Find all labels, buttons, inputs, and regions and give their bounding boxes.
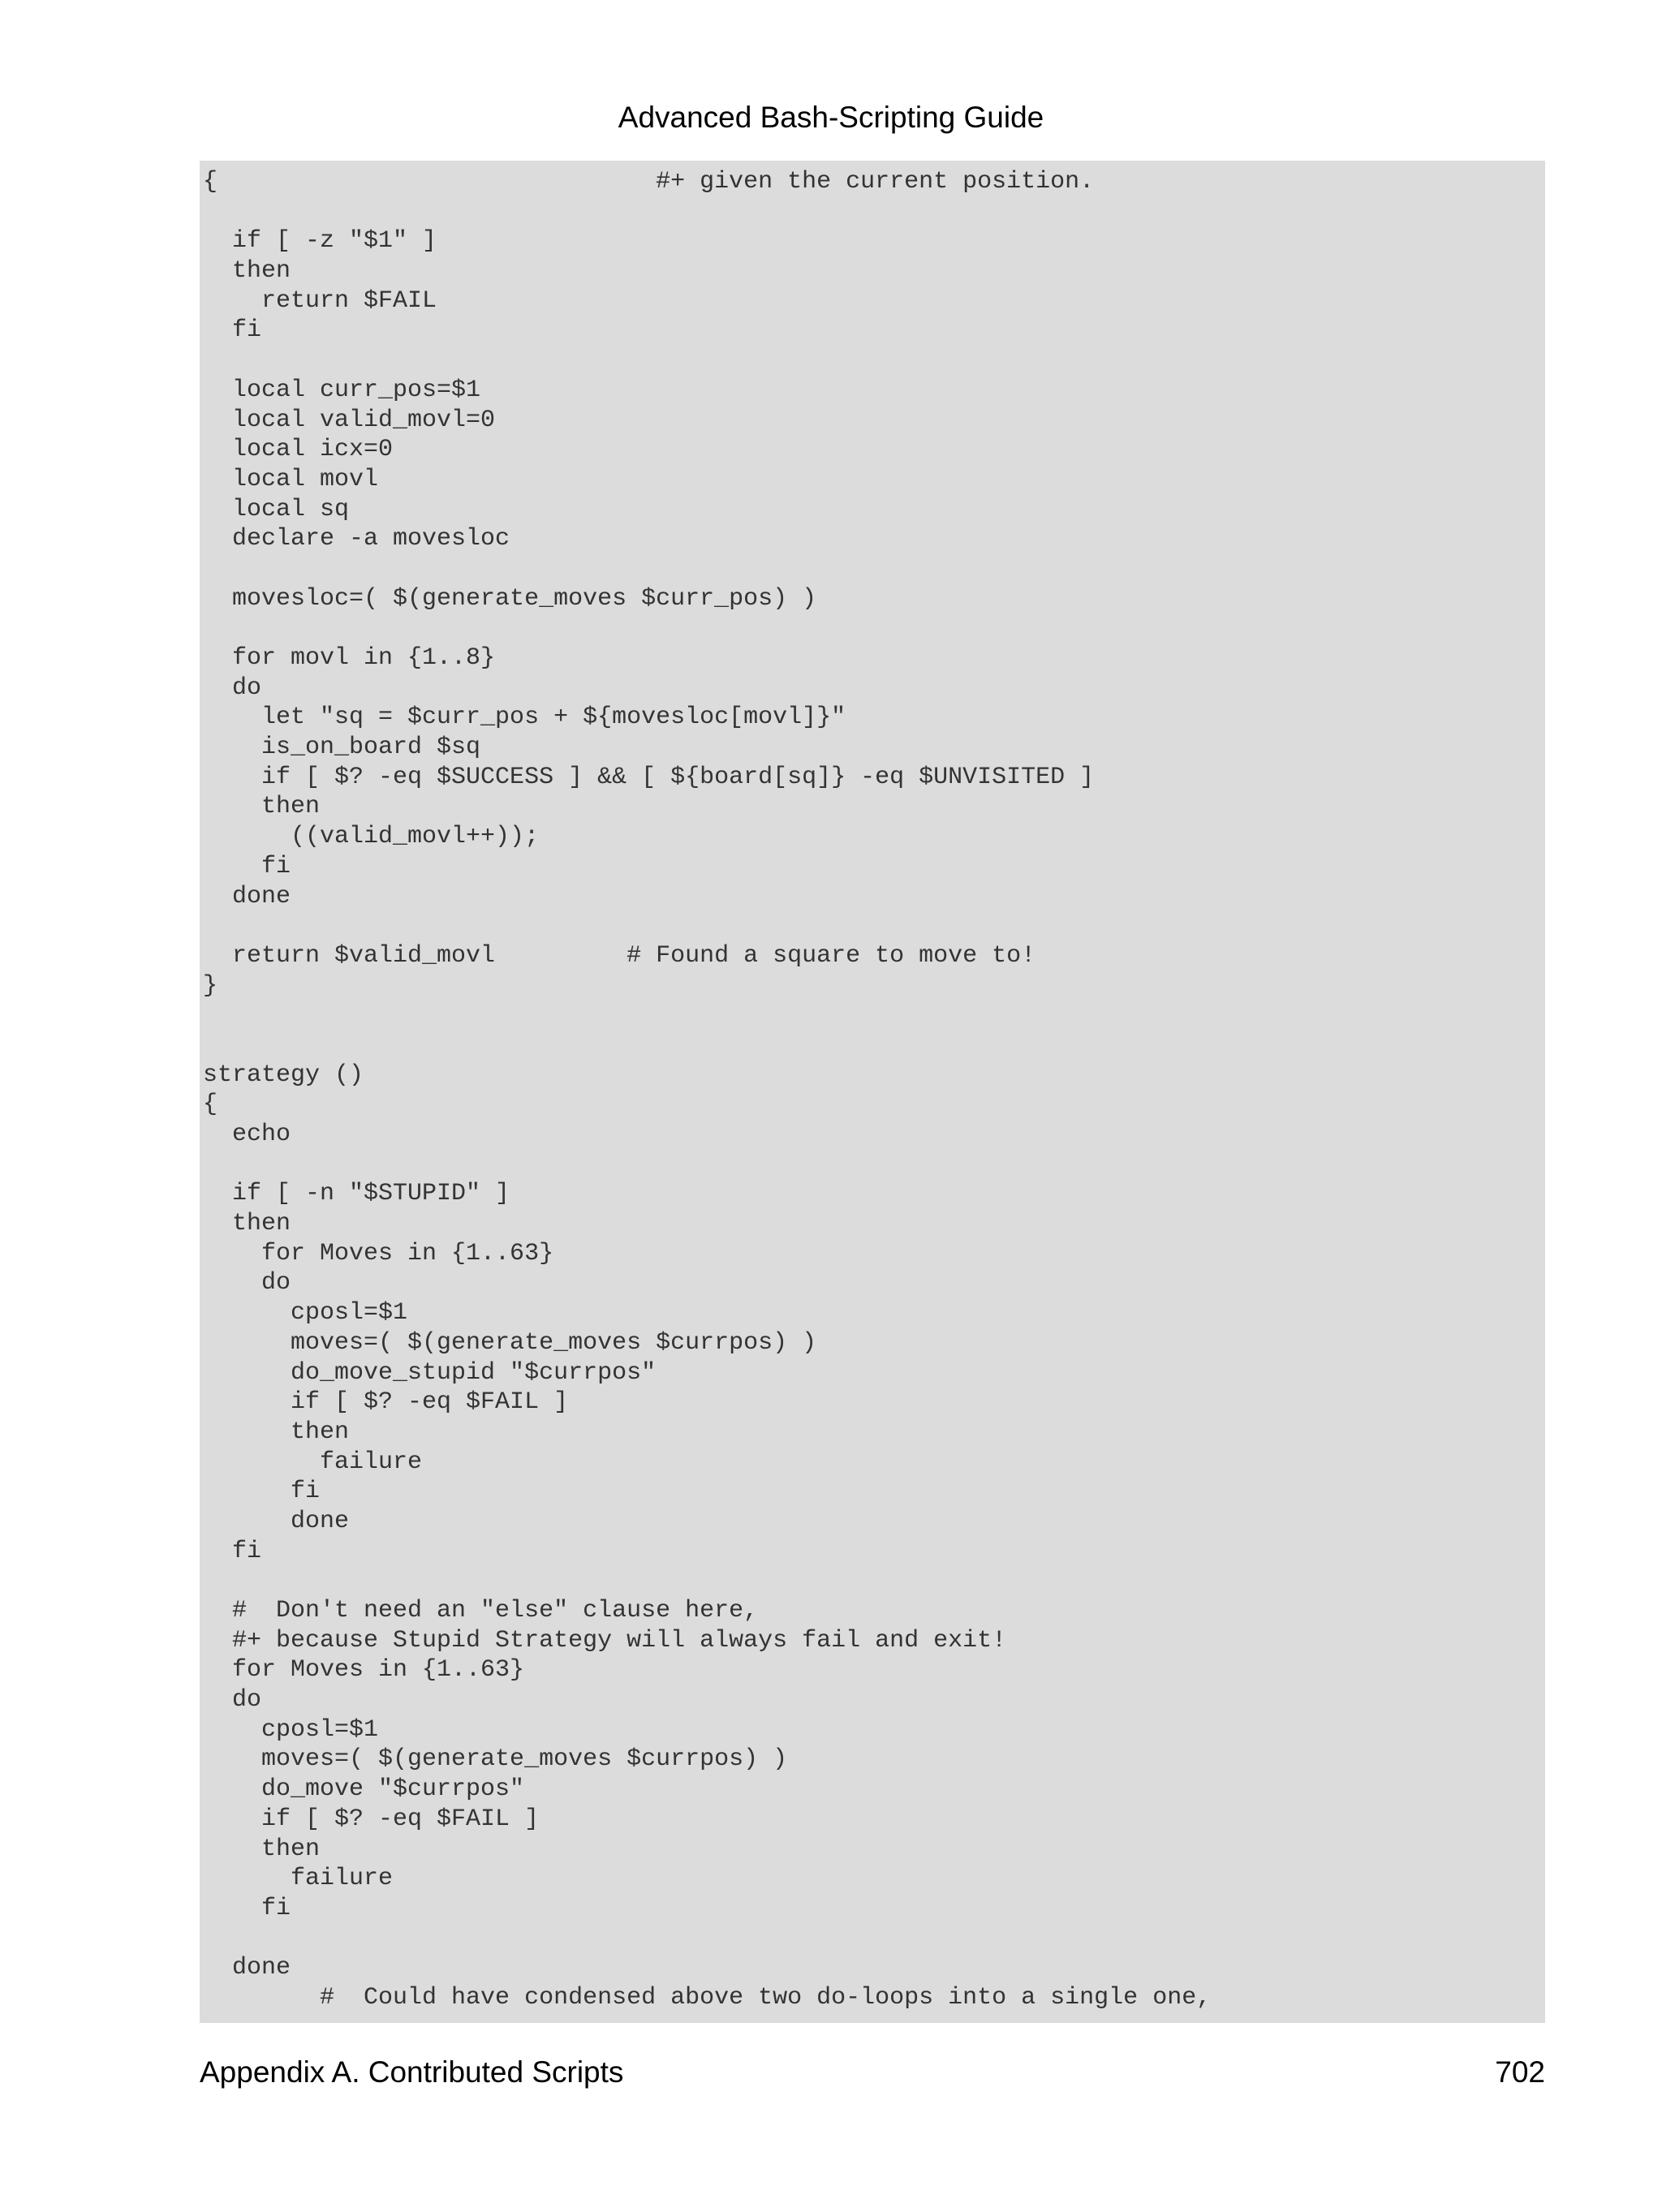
code-line: local sq (203, 495, 350, 523)
code-line: then (203, 793, 321, 821)
code-line: fi (203, 1894, 291, 1922)
code-line: local movl (203, 465, 379, 493)
code-line: cposl=$1 (203, 1715, 379, 1744)
code-line (203, 613, 1545, 643)
code-line (203, 1150, 1545, 1180)
code-line: failure (203, 1448, 423, 1476)
code-line: return $valid_movl # Found a square to move to! (203, 941, 1036, 970)
code-line: let "sq = $curr_pos + ${movesloc[movl]}" (203, 704, 846, 732)
code-line: declare -a movesloc (203, 525, 510, 553)
code-line: fi (203, 852, 291, 880)
code-line: # Could have condensed above two do-loops into a single one, (203, 1983, 1212, 2012)
code-line (203, 1924, 1545, 1954)
code-line: done (203, 882, 291, 910)
code-line: { #+ given the current position. (203, 168, 1095, 196)
code-line: done (203, 1954, 291, 1982)
code-line: local valid_movl=0 (203, 406, 496, 434)
code-listing (200, 161, 1545, 2023)
code-line (203, 1031, 1545, 1061)
code-line: do (203, 673, 262, 702)
code-line: local curr_pos=$1 (203, 376, 481, 404)
code-line: #+ because Stupid Strategy will always fail and exit! (203, 1626, 1007, 1655)
code-line: do_move "$currpos" (203, 1775, 525, 1804)
code-line: failure (203, 1865, 394, 1893)
code-line: then (203, 257, 291, 286)
code-line: { (203, 1091, 218, 1119)
code-line: return $FAIL (203, 286, 437, 315)
code-line: # Don't need an "else" clause here, (203, 1597, 759, 1625)
code-line (203, 1001, 1545, 1031)
code-line: do_move_stupid "$currpos" (203, 1358, 657, 1387)
code-line: moves=( $(generate_moves $currpos) ) (203, 1745, 788, 1774)
code-line: ((valid_movl++)); (203, 823, 540, 851)
code-line (203, 554, 1545, 584)
code-line: moves=( $(generate_moves $currpos) ) (203, 1328, 817, 1357)
code-line: fi (203, 316, 262, 345)
code-line: then (203, 1835, 321, 1863)
code-line: if [ -n "$STUPID" ] (203, 1180, 510, 1208)
code-line: do (203, 1269, 291, 1298)
code-line: fi (203, 1478, 321, 1506)
code-line: strategy () (203, 1061, 364, 1089)
code-line (203, 911, 1545, 941)
code-line: movesloc=( $(generate_moves $curr_pos) ) (203, 584, 817, 613)
code-line: for movl in {1..8} (203, 644, 496, 672)
footer-page-number: 702 (1495, 2055, 1545, 2089)
code-line: then (203, 1210, 291, 1238)
code-line: if [ $? -eq $FAIL ] (203, 1388, 569, 1417)
code-line: done (203, 1507, 350, 1535)
code-line: fi (203, 1537, 262, 1565)
code-line: if [ $? -eq $SUCCESS ] && [ ${board[sq]} -eq $UNVISITED ] (203, 763, 1095, 791)
code-line: is_on_board $sq (203, 734, 481, 762)
code-line: for Moves in {1..63} (203, 1656, 525, 1685)
code-line: } (203, 971, 218, 1000)
code-line: if [ -z "$1" ] (203, 227, 437, 256)
page-header-title: Advanced Bash-Scripting Guide (618, 101, 1044, 134)
code-line (203, 346, 1545, 376)
code-line: if [ $? -eq $FAIL ] (203, 1805, 540, 1833)
code-line: cposl=$1 (203, 1299, 408, 1328)
footer-section-title: Appendix A. Contributed Scripts (200, 2055, 624, 2089)
code-line: local icx=0 (203, 436, 394, 464)
code-line: then (203, 1418, 350, 1446)
code-line (203, 197, 1545, 227)
code-line: do (203, 1686, 262, 1715)
code-line (203, 1566, 1545, 1596)
code-line: for Moves in {1..63} (203, 1239, 554, 1267)
code-line: echo (203, 1121, 291, 1148)
